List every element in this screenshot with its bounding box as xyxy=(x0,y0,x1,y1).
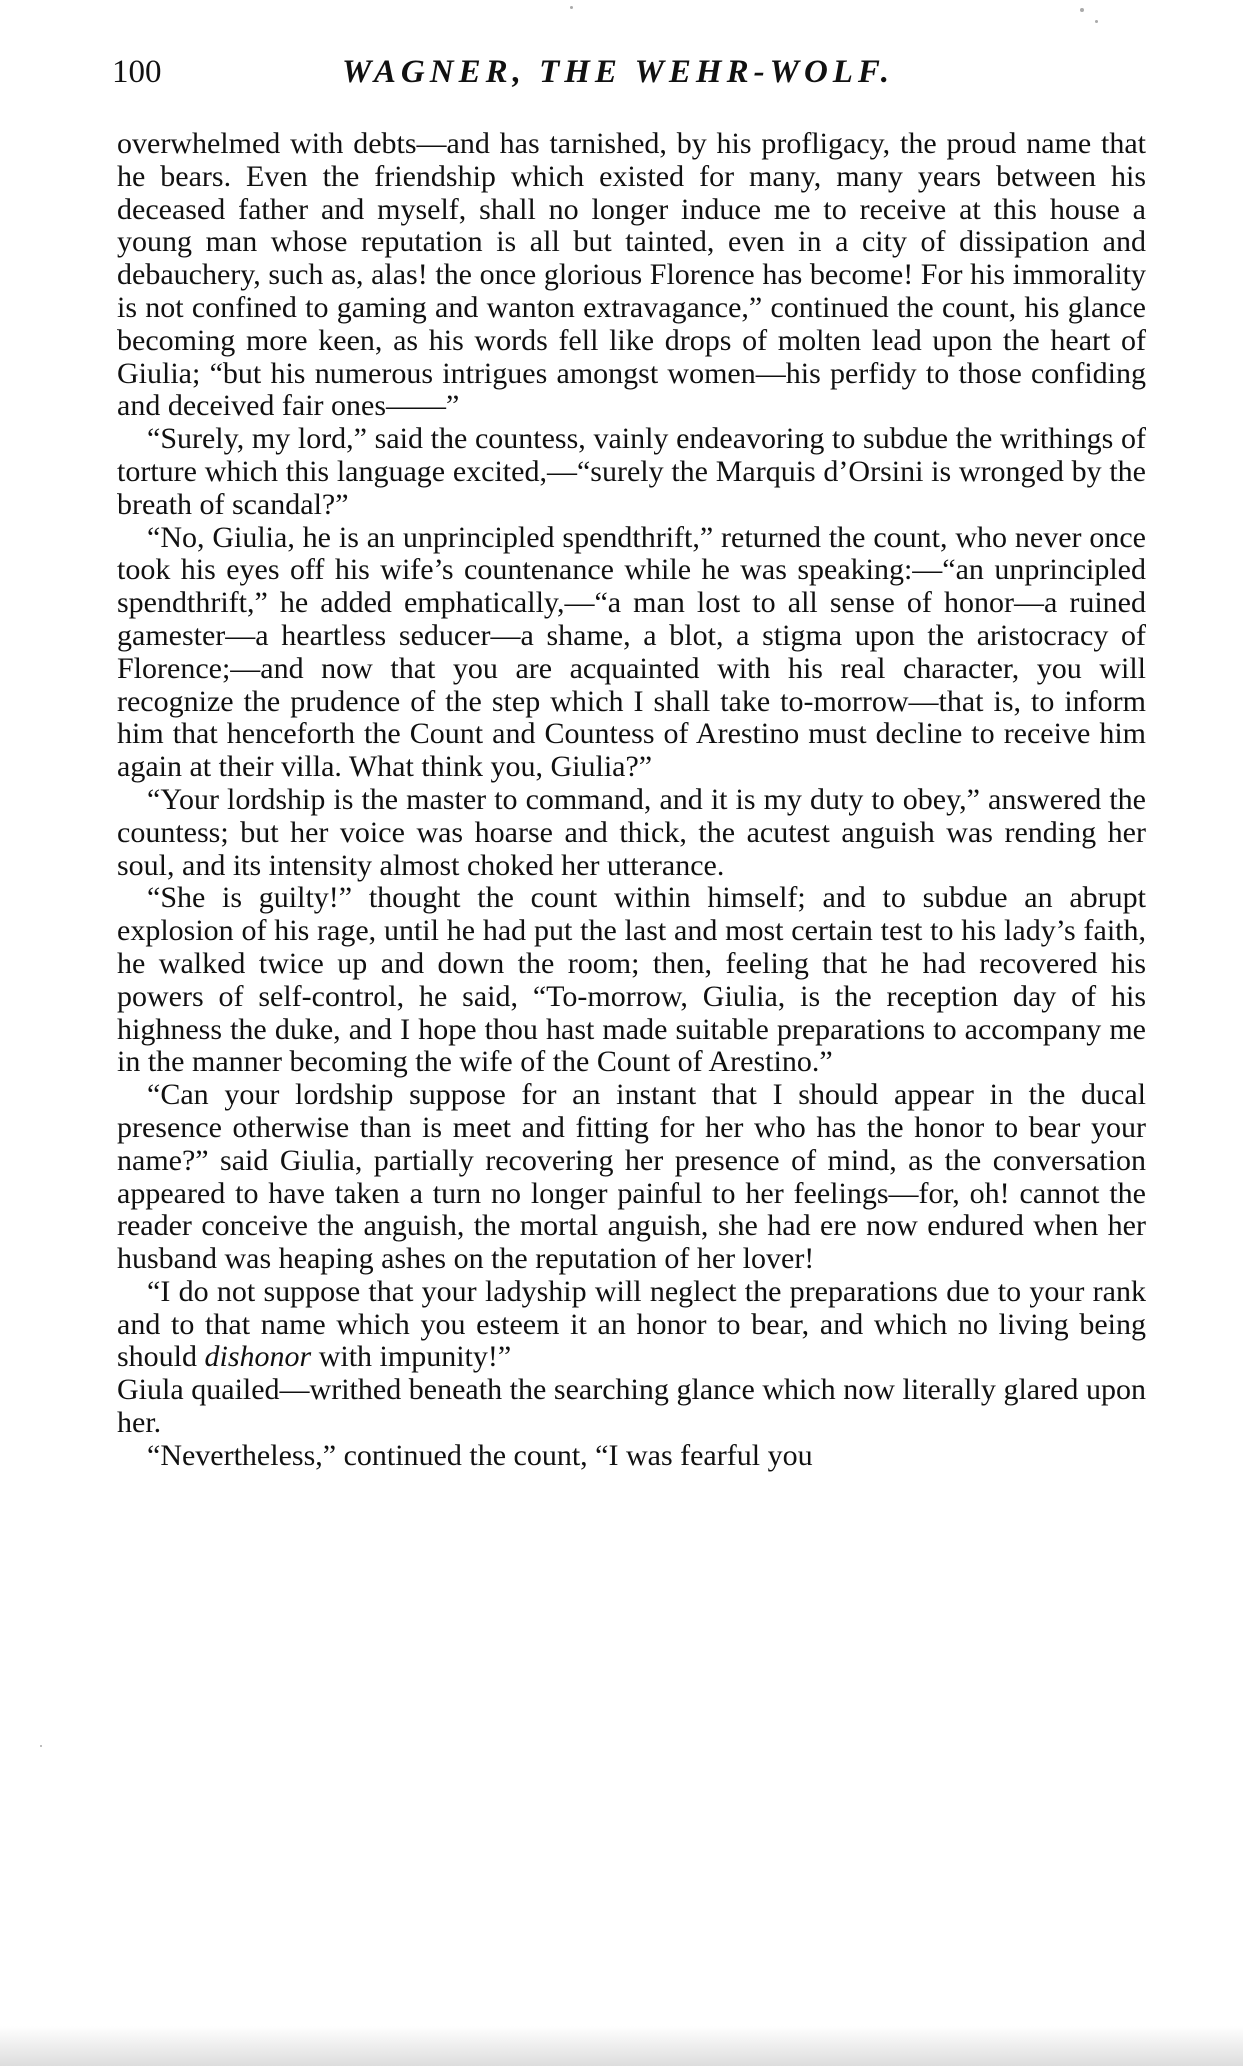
body-text xyxy=(117,128,1146,1473)
bottom-smudge xyxy=(0,2026,1243,2066)
paragraph: “She is guilty!” thought the count within himself; and to subdue an abrupt explosion of his rage, until he had put the last and most certain test to his lady’s faith, he walked twice up and down the room; then, feeling that he had recovered his powers of self-control, he said, “To-morrow, Giulia, is the reception day of his highness the duke, and I hope thou hast made suitable preparations to accompany me in the manner becoming the wife of the Count of Arestino.” xyxy=(117,881,1146,1079)
running-title: WAGNER, THE WEHR-WOLF. xyxy=(342,54,894,90)
page-header xyxy=(112,54,1146,104)
print-speckle xyxy=(40,1745,42,1747)
paragraph: “Surely, my lord,” said the countess, vainly endeavoring to subdue the writhings of torture which this language excited,—“surely the Marquis d’Orsini is wronged by the breath of scandal?” xyxy=(117,422,1146,521)
page-number: 100 xyxy=(112,54,162,90)
paragraph-text-after: with impunity!” xyxy=(311,1340,512,1374)
paragraph-impunity xyxy=(117,1276,1146,1374)
paragraph: “Can your lordship suppose for an instant that I should appear in the ducal presence otherwise than is meet and fitting for her who has the honor to bear your name?” said Giulia, partially recovering her presence of mind, as the conversation appeared to have taken a turn no longer painful to her feelings—for, oh! cannot the reader conceive the anguish, the mortal anguish, she had ere now endured when her husband was heaping ashes on the reputation of her lover! xyxy=(117,1078,1146,1276)
italic-word: dishonor xyxy=(204,1340,312,1374)
paragraph-quailed: Giula quailed—writhed beneath the searching glance which now literally glared upon her. xyxy=(117,1373,1146,1440)
paragraph: “No, Giulia, he is an unprincipled spendthrift,” returned the count, who never once took his eyes off his wife’s countenance while he was speaking:—“an unprincipled spendthrift,” he added emphatically,—“a man lost to all sense of honor—a ruined gamester—a heartless seducer—a shame, a blot, a stigma upon the aristocracy of Florence;—and now that you are acquainted with his real character, you will recognize the prudence of the step which I shall take to-morrow—that is, to inform him that henceforth the Count and Countess of Arestino must decline to receive him again at their villa. What think you, Giulia?” xyxy=(117,520,1146,784)
paragraph-last: “Nevertheless,” continued the count, “I was fearful you xyxy=(147,1438,813,1472)
paragraph-text-before: “I do not suppose that your ladyship will neglect the preparations due to your rank and to that name which you esteem it an honor to bear, and which no living being should xyxy=(117,1274,1146,1374)
print-speckle xyxy=(570,6,573,9)
print-speckle xyxy=(1095,20,1098,23)
paragraph: “Your lordship is the master to command, and it is my duty to obey,” answered the countess; but her voice was hoarse and thick, the acutest anguish was rending her soul, and its intensity almost choked her utterance. xyxy=(117,782,1146,882)
print-speckle xyxy=(1080,8,1084,12)
paragraph: overwhelmed with debts—and has tarnished, by his profligacy, the proud name that he bears. Even the friendship which existed for many, many years between his deceased father and myself, shall no longer induce me to receive at this house a young man whose reputation is all but tainted, even in a city of dissipation and debauchery, such as, alas! the once glorious Florence has become! For his immorality is not confined to gaming and wanton extravagance,” continued the count, his glance becoming more keen, as his words fell like drops of molten lead upon the heart of Giulia; “but his numerous intrigues amongst women—his perfidy to those confiding and deceived fair ones——” xyxy=(117,127,1146,423)
